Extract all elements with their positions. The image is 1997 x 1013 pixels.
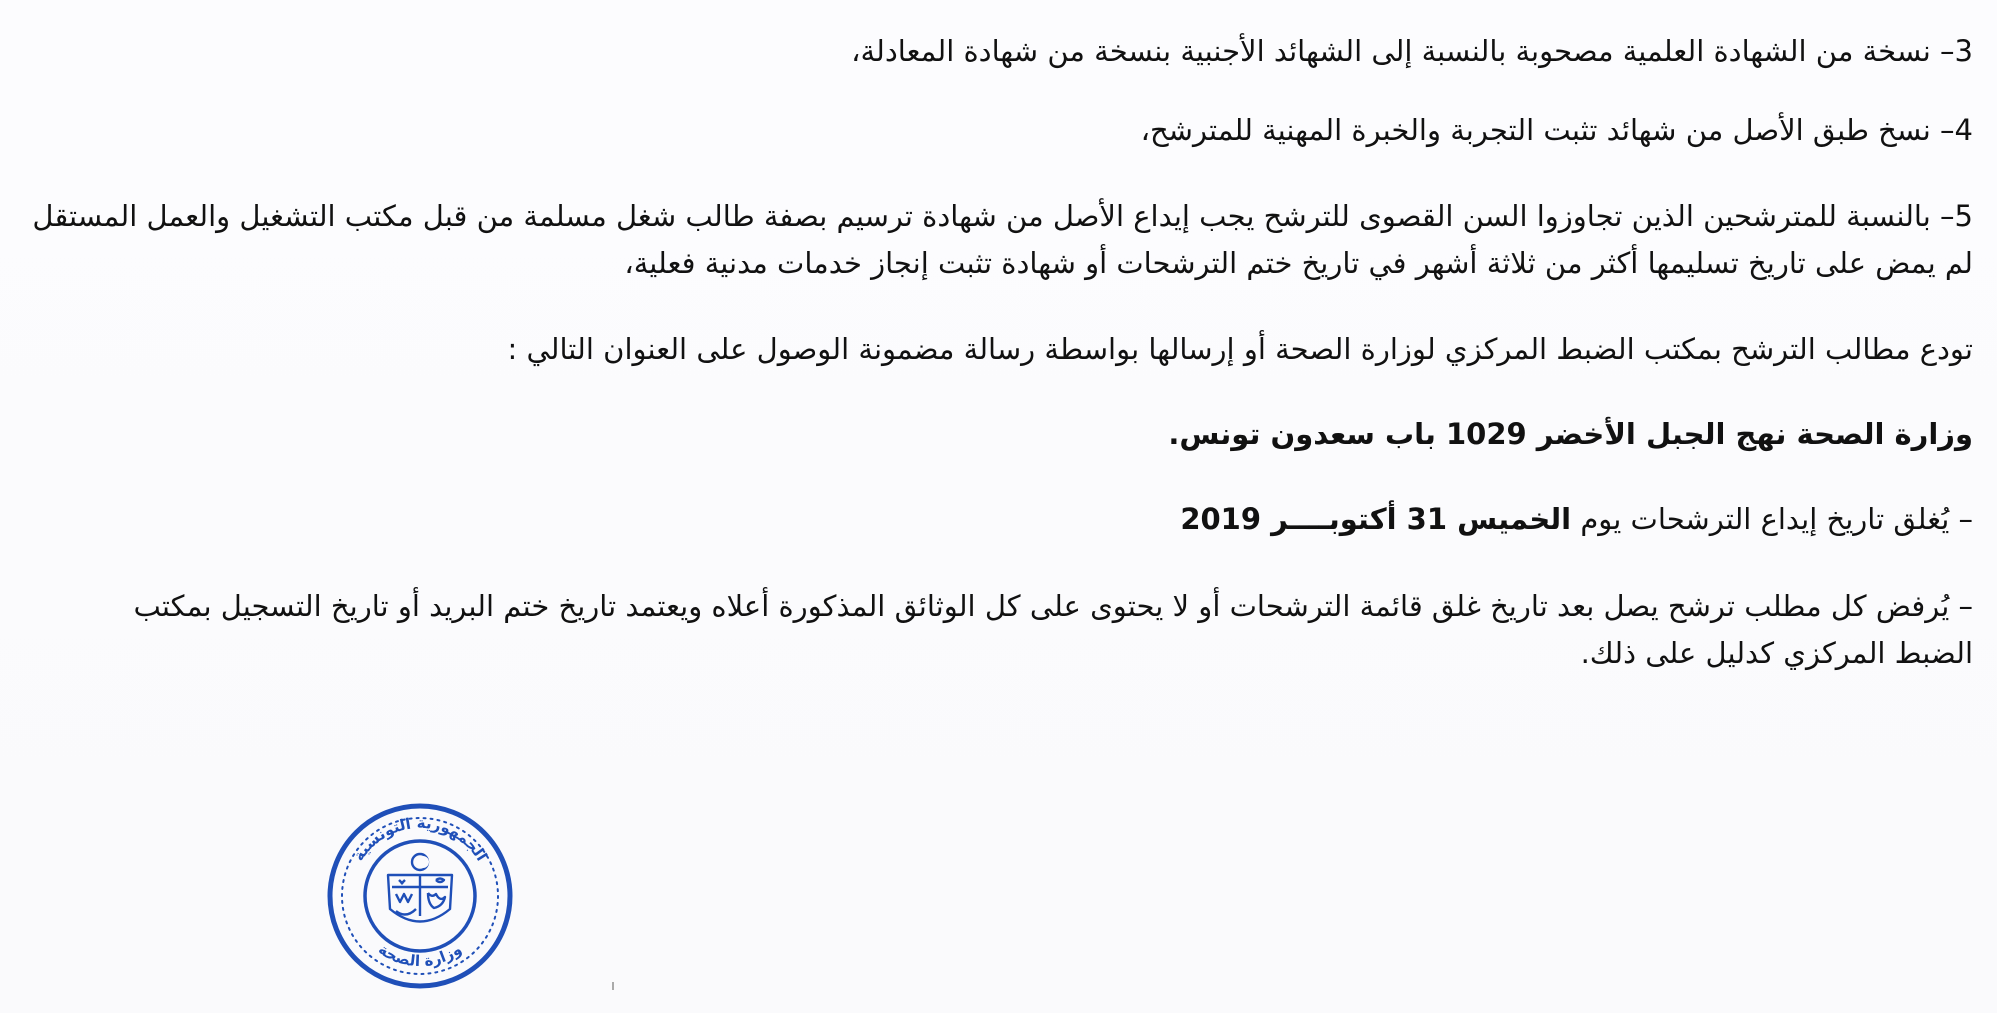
requirement-item-5 — [23, 193, 1973, 287]
requirement-item-3-text: 3– نسخة من الشهادة العلمية مصحوبة بالنسبة إلى الشهائد الأجنبية بنسخة من شهادة المعادلة، — [851, 34, 1973, 68]
requirement-item-5-line-2: لم يمض على تاريخ تسليمها أكثر من ثلاثة أشهر في تاريخ ختم الترشحات أو شهادة تثبت إنجاز خدمات مدنية فعلية، — [624, 246, 1973, 280]
requirement-item-4-text: 4– نسخ طبق الأصل من شهائد تثبت التجربة والخبرة المهنية للمترشح، — [1140, 113, 1973, 147]
submission-note-text: تودع مطالب الترشح بمكتب الضبط المركزي لوزارة الصحة أو إرسالها بواسطة رسالة مضمونة الوصول على العنوان التالي : — [507, 332, 1973, 366]
requirement-item-4 — [23, 107, 1973, 154]
svg-text:وزارة الصحة — [375, 940, 465, 970]
rejection-note — [23, 583, 1973, 677]
rejection-note-line-1: – يُرفض كل مطلب ترشح يصل بعد تاريخ غلق قائمة الترشحات أو لا يحتوى على كل الوثائق المذكورة أعلاه ويعتمد تاريخ ختم البريد أو تاريخ التسجيل بمكتب — [133, 589, 1973, 623]
rejection-note-line-2: الضبط المركزي كدليل على ذلك. — [1580, 636, 1973, 670]
stamp-top-text: الجمهورية التونسية — [349, 813, 491, 865]
deadline-date: الخميس 31 أكتوبــــر 2019 — [1180, 502, 1572, 536]
scan-speck — [612, 982, 614, 990]
requirement-item-5-line-1: 5– بالنسبة للمترشحين الذين تجاوزوا السن القصوى للترشح يجب إيداع الأصل من شهادة ترسيم بصفة طالب شغل مسلمة من قبل مكتب التشغيل والعمل المستقل — [32, 199, 1973, 233]
ministry-stamp-seal — [322, 798, 518, 994]
ministry-address-text: وزارة الصحة نهج الجبل الأخضر 1029 باب سعدون تونس. — [1168, 417, 1973, 451]
requirement-item-3 — [23, 28, 1973, 75]
submission-note — [23, 326, 1973, 373]
deadline-prefix: – يُغلق تاريخ إيداع الترشحات يوم — [1580, 502, 1973, 536]
deadline-note — [23, 496, 1973, 543]
stamp-bottom-text: وزارة الصحة — [375, 940, 465, 971]
coat-of-arms-icon — [388, 854, 452, 922]
ministry-address — [23, 411, 1973, 458]
